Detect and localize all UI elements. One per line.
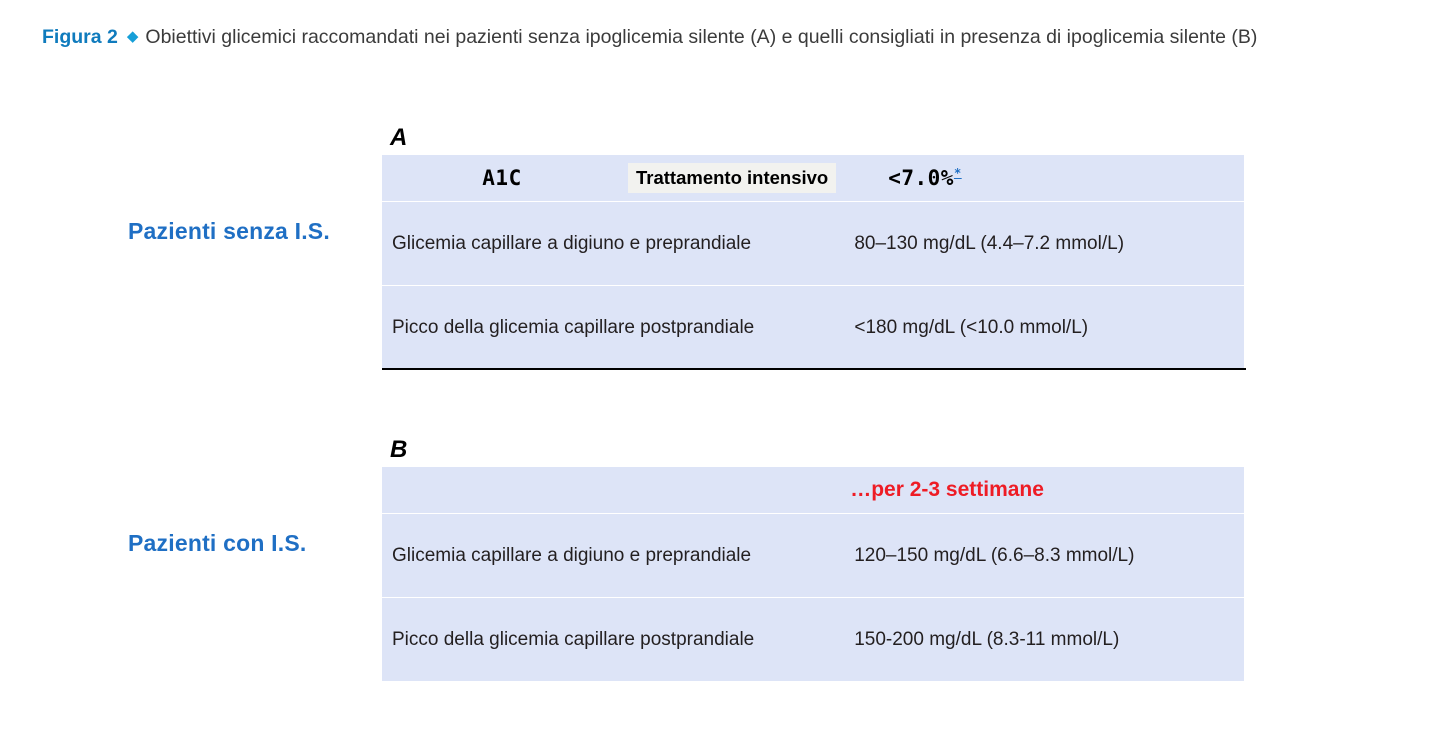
table-row-header-a bbox=[382, 155, 1244, 202]
row-measure-label bbox=[382, 514, 850, 598]
panel-letter-a: A bbox=[390, 124, 408, 151]
row-measure-label bbox=[382, 202, 850, 286]
measure-text: Glicemia capillare a digiuno e preprandiale bbox=[392, 544, 752, 566]
value-text: 80–130 mg/dL (4.4–7.2 mmol/L) bbox=[854, 232, 1125, 254]
table-row bbox=[382, 202, 1244, 286]
intensive-treatment-highlight: Trattamento intensivo bbox=[628, 163, 836, 193]
table-row bbox=[382, 514, 1244, 598]
a1c-header-label: A1C bbox=[482, 166, 522, 190]
table-a-bottom-rule bbox=[382, 368, 1246, 370]
header-cell-b-note bbox=[850, 467, 1244, 514]
row-measure-label bbox=[382, 598, 850, 682]
header-cell-a bbox=[382, 155, 1244, 202]
value-text: <180 mg/dL (<10.0 mmol/L) bbox=[854, 316, 1089, 338]
row-value bbox=[850, 286, 1244, 370]
table-row bbox=[382, 286, 1244, 370]
a1c-target-value bbox=[888, 166, 961, 190]
table-panel-b bbox=[382, 467, 1244, 681]
table-panel-a bbox=[382, 155, 1244, 369]
figure-caption bbox=[42, 22, 1387, 54]
side-label-patients-without-is: Pazienti senza I.S. bbox=[128, 218, 330, 244]
header-cell-b-empty bbox=[382, 467, 850, 514]
side-label-patients-with-is: Pazienti con I.S. bbox=[128, 530, 307, 556]
row-value bbox=[850, 514, 1244, 598]
panel-letter-b: B bbox=[390, 436, 408, 463]
row-value bbox=[850, 202, 1244, 286]
figure-caption-text: Obiettivi glicemici raccomandati nei pazienti senza ipoglicemia silente (A) e quelli consigliati in presenza di ipoglicemia silente (B) bbox=[145, 26, 1258, 48]
a1c-target-footnote: * bbox=[953, 166, 962, 180]
measure-text: Picco della glicemia capillare postprandiale bbox=[392, 316, 755, 338]
measure-text: Picco della glicemia capillare postprandiale bbox=[392, 628, 755, 650]
table-row bbox=[382, 598, 1244, 682]
value-text: 120–150 mg/dL (6.6–8.3 mmol/L) bbox=[854, 544, 1135, 566]
measure-text: Glicemia capillare a digiuno e preprandiale bbox=[392, 232, 752, 254]
diamond-icon: ◆ bbox=[126, 28, 139, 45]
value-text: 150-200 mg/dL (8.3-11 mmol/L) bbox=[854, 628, 1120, 650]
row-measure-label bbox=[382, 286, 850, 370]
row-value bbox=[850, 598, 1244, 682]
weeks-note-text: …per 2-3 settimane bbox=[850, 478, 1044, 501]
a1c-target-text: <7.0% bbox=[888, 166, 954, 190]
table-row-header-b bbox=[382, 467, 1244, 514]
figure-label: Figura 2 bbox=[42, 26, 118, 48]
